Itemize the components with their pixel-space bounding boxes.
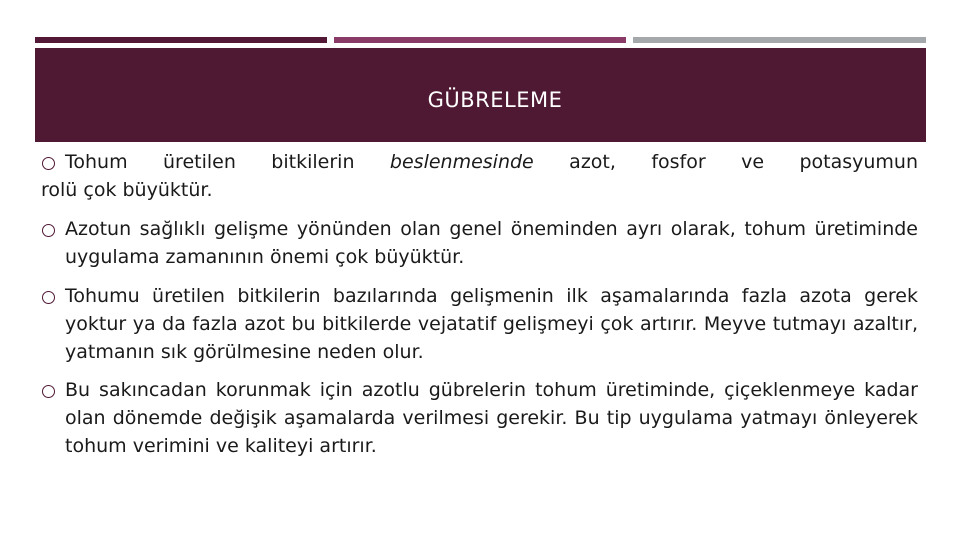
bullet-item [41, 215, 918, 271]
accent-bar-dark [35, 37, 327, 43]
bullet-text: Tohumu üretilen bitkilerin bazılarında gelişmenin ilk aşamalarında fazla azota gerek yoktur ya da fazla azot bu bitkilerde vejatatif gelişmeyi çok artırır. Meyve tutmayı azaltır, yatmanın sık görülmesine neden olur. [65, 285, 918, 363]
bullet-text-line [41, 148, 918, 176]
accent-bar-magenta [334, 37, 626, 43]
bullet-text: Azotun sağlıklı gelişme yönünden olan genel öneminden ayrı olarak, tohum üretiminde uygulama zamanının önemi çok büyüktür. [65, 218, 918, 268]
circle-bullet-icon [42, 385, 55, 398]
circle-bullet-icon [42, 224, 55, 237]
bullet-text: azot, fosfor ve potasyumun [533, 151, 919, 173]
bullet-text-continuation: rolü çok büyüktür. [41, 179, 213, 201]
circle-bullet-icon [42, 291, 55, 304]
bullet-text: Tohum üretilen bitkilerin [65, 151, 390, 173]
slide-title: GÜBRELEME [427, 88, 563, 112]
bullet-list [41, 148, 918, 471]
bullet-text: Bu sakıncadan korunmak için azotlu gübrelerin tohum üretiminde, çiçeklenmeye kadar olan dönemde değişik aşamalarda verilmesi gerekir. Bu tip uygulama yatmayı önleyerek tohum verimini ve kaliteyi artırır. [65, 379, 918, 457]
bullet-item [41, 376, 918, 460]
accent-bar-gray [633, 37, 926, 43]
circle-bullet-icon [42, 157, 55, 170]
bullet-item [41, 148, 918, 204]
bullet-text-italic: beslenmesinde [389, 151, 534, 173]
bullet-item [41, 282, 918, 366]
